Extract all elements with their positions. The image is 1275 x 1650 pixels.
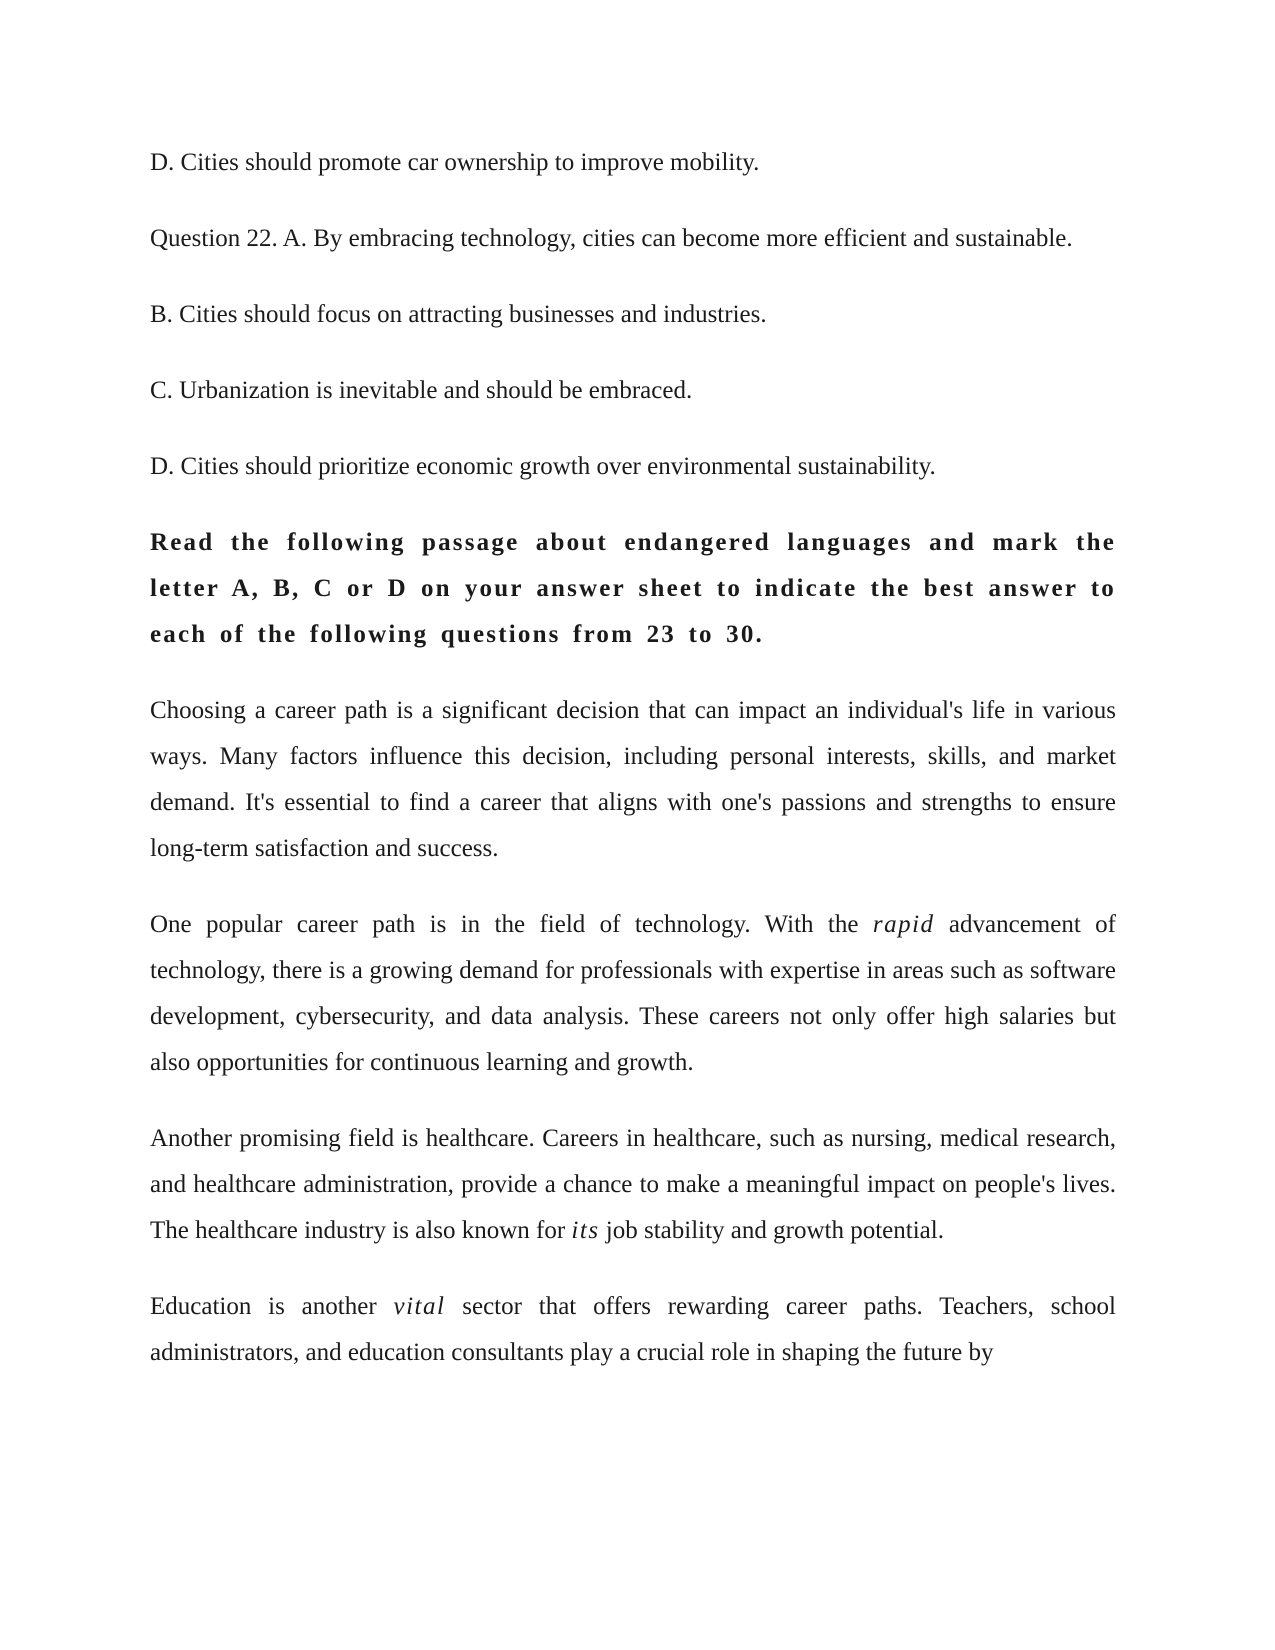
- passage-paragraph-4: [150, 1284, 1116, 1376]
- passage-text: sector that offers rewarding career paths. Teachers, school administrators, and education consultants play a crucial role in shaping the future by: [150, 1293, 1116, 1366]
- passage-text: Education is another: [150, 1293, 394, 1320]
- highlighted-word-vital: vital: [393, 1293, 446, 1320]
- passage-text: One popular career path is in the field of technology. With the: [150, 911, 873, 938]
- document-page: [150, 140, 1116, 1406]
- highlighted-word-its: its: [571, 1217, 600, 1244]
- highlighted-word-rapid: rapid: [872, 911, 935, 938]
- q22-option-d: D. Cities should prioritize economic growth over environmental sustainability.: [150, 453, 936, 480]
- q22-option-b: B. Cities should focus on attracting businesses and industries.: [150, 301, 767, 328]
- passage-text: job stability and growth potential.: [599, 1217, 944, 1244]
- passage-text: Another promising field is healthcare. Careers in healthcare, such as nursing, medical research, and healthcare administration, provide a chance to make a meaningful impact on people's lives. The healthcare industry is also known for: [150, 1125, 1116, 1244]
- q22-option-c: C. Urbanization is inevitable and should be embraced.: [150, 377, 693, 404]
- q22-option-a: Question 22. A. By embracing technology, cities can become more efficient and sustainable.: [150, 225, 1073, 252]
- passage-paragraph-3: [150, 1116, 1116, 1254]
- passage-paragraph-2: [150, 902, 1116, 1086]
- reading-instruction: Read the following passage about endangered languages and mark the letter A, B, C or D on your answer sheet to indicate the best answer to each of the following questions from 23 to 30.: [150, 529, 1116, 648]
- passage-paragraph-1: Choosing a career path is a significant decision that can impact an individual's life in various ways. Many factors influence this decision, including personal interests, skills, and market demand. It's essential to find a career that aligns with one's passions and strengths to ensure long-term satisfaction and success.: [150, 697, 1116, 862]
- q21-option-d: D. Cities should promote car ownership to improve mobility.: [150, 149, 760, 176]
- passage-text: advancement of technology, there is a growing demand for professionals with expertise in areas such as software development, cybersecurity, and data analysis. These careers not only offer high salaries but also opportunities for continuous learning and growth.: [150, 911, 1117, 1076]
